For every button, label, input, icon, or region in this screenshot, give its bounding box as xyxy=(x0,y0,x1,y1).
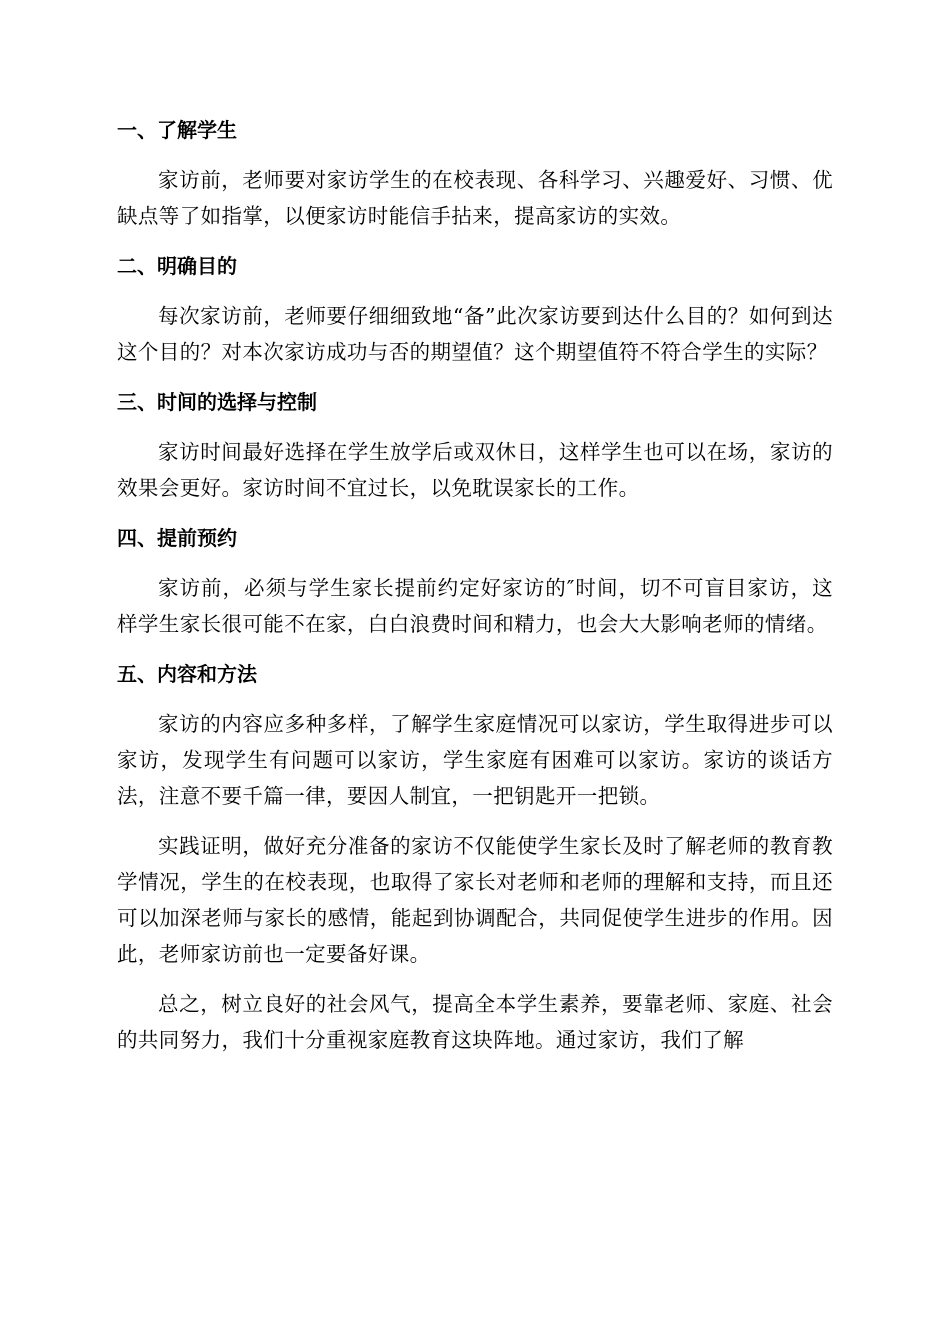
section-heading-1: 一、了解学生 xyxy=(117,118,237,142)
section-5-paragraph-2: 实践证明，做好充分准备的家访不仅能使学生家长及时了解老师的教育教学情况，学生的在校表现，也取得了家长对老师和老师的理解和支持，而且还可以加深老师与家长的感情，能起到协调配合，共同促使学生进步的作用。因此，老师家访前也一定要备好课。 xyxy=(117,834,833,966)
section-4-paragraph-1: 家访前，必须与学生家长提前约定好家访的″时间，切不可盲目家访，这样学生家长很可能不在家，白白浪费时间和精力，也会大大影响老师的情绪。 xyxy=(117,576,833,636)
section-5-paragraph-1: 家访的内容应多种多样，了解学生家庭情况可以家访，学生取得进步可以家访，发现学生有问题可以家访，学生家庭有困难可以家访。家访的谈话方法，注意不要千篇一律，要因人制宜，一把钥匙开一把锁。 xyxy=(117,712,833,808)
document-body xyxy=(117,112,833,1072)
section-1-paragraph-1: 家访前，老师要对家访学生的在校表现、各科学习、兴趣爱好、习惯、优缺点等了如指掌，以便家访时能信手拈来，提高家访的实效。 xyxy=(117,168,833,228)
section-2-paragraph-1: 每次家访前，老师要仔细细致地“备”此次家访要到达什么目的？如何到达这个目的？对本次家访成功与否的期望值？这个期望值符不符合学生的实际？ xyxy=(117,304,833,364)
section-heading-4: 四、提前预约 xyxy=(117,526,237,550)
section-5-paragraph-3: 总之，树立良好的社会风气，提高全本学生素养，要靠老师、家庭、社会的共同努力，我们十分重视家庭教育这块阵地。通过家访，我们了解 xyxy=(117,992,833,1052)
section-heading-2: 二、明确目的 xyxy=(117,254,237,278)
section-heading-3: 三、时间的选择与控制 xyxy=(117,390,317,414)
section-heading-5: 五、内容和方法 xyxy=(117,662,257,686)
section-3-paragraph-1: 家访时间最好选择在学生放学后或双休日，这样学生也可以在场，家访的效果会更好。家访时间不宜过长，以免耽误家长的工作。 xyxy=(117,440,833,500)
